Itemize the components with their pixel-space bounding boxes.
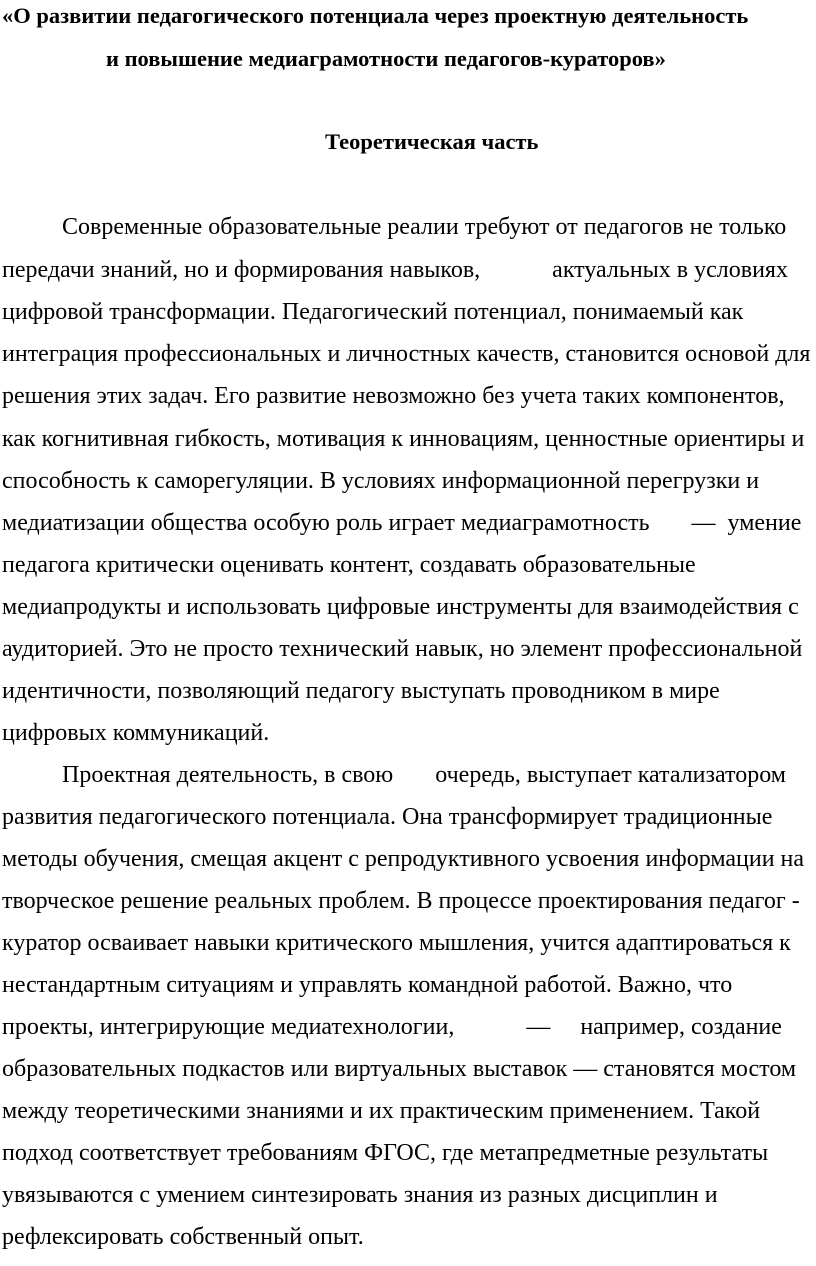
paragraph-2-line: куратор осваивает навыки критического мышления, учится адаптироваться к [2, 930, 791, 956]
paragraph-1-line: как когнитивная гибкость, мотивация к инновациям, ценностные ориентиры и [2, 426, 805, 452]
paragraph-2-line: творческое решение реальных проблем. В процессе проектирования педагог - [2, 888, 800, 914]
paragraph-2-line: методы обучения, смещая акцент с репродуктивного усвоения информации на [2, 846, 805, 872]
paragraph-1-line: идентичности, позволяющий педагогу выступать проводником в мире [2, 678, 720, 704]
paragraph-1-line: решения этих задач. Его развитие невозможно без учета таких компонентов, [2, 383, 785, 409]
paragraph-1-line: способность к саморегуляции. В условиях информационной перегрузки и [2, 468, 760, 494]
paragraph-1-line: Современные образовательные реалии требуют от педагогов не только [62, 214, 787, 240]
paragraph-1-line: медиатизации общества особую роль играет медиаграмотность — умение [2, 510, 802, 536]
paragraph-1-line: цифровых коммуникаций. [2, 720, 270, 746]
section-heading: Теоретическая часть [325, 129, 539, 154]
paragraph-2-line: рефлексировать собственный опыт. [2, 1224, 364, 1250]
paragraph-1-line: интеграция профессиональных и личностных качеств, становится основой для [2, 341, 811, 367]
paragraph-2-line: подход соответствует требованиям ФГОС, где метапредметные результаты [2, 1140, 769, 1166]
paragraph-1-line: цифровой трансформации. Педагогический потенциал, понимаемый как [2, 299, 744, 325]
paragraph-1-line: аудиторией. Это не просто технический навык, но элемент профессиональной [2, 636, 803, 662]
paragraph-2-line: образовательных подкастов или виртуальных выставок — становятся мостом [2, 1056, 797, 1082]
paragraph-2-line: Проектная деятельность, в свою очередь, выступает катализатором [62, 762, 786, 788]
paragraph-1-line: медиапродукты и использовать цифровые инструменты для взаимодействия с [2, 594, 799, 620]
document-title-line-1: «О развитии педагогического потенциала через проектную деятельность [2, 3, 749, 28]
paragraph-2-line: развития педагогического потенциала. Она трансформирует традиционные [2, 804, 773, 830]
document-title-line-2: и повышение медиаграмотности педагогов-кураторов» [106, 46, 666, 71]
paragraph-2-line: увязываются с умением синтезировать знания из разных дисциплин и [2, 1182, 718, 1208]
paragraph-2-line: проекты, интегрирующие медиатехнологии, — например, создание [2, 1014, 782, 1040]
paragraph-1-line: передачи знаний, но и формирования навыков, актуальных в условиях [2, 257, 788, 283]
paragraph-2-line: между теоретическими знаниями и их практическим применением. Такой [2, 1098, 761, 1124]
paragraph-2-line: нестандартным ситуациям и управлять командной работой. Важно, что [2, 972, 733, 998]
paragraph-1-line: педагога критически оценивать контент, создавать образовательные [2, 552, 696, 578]
